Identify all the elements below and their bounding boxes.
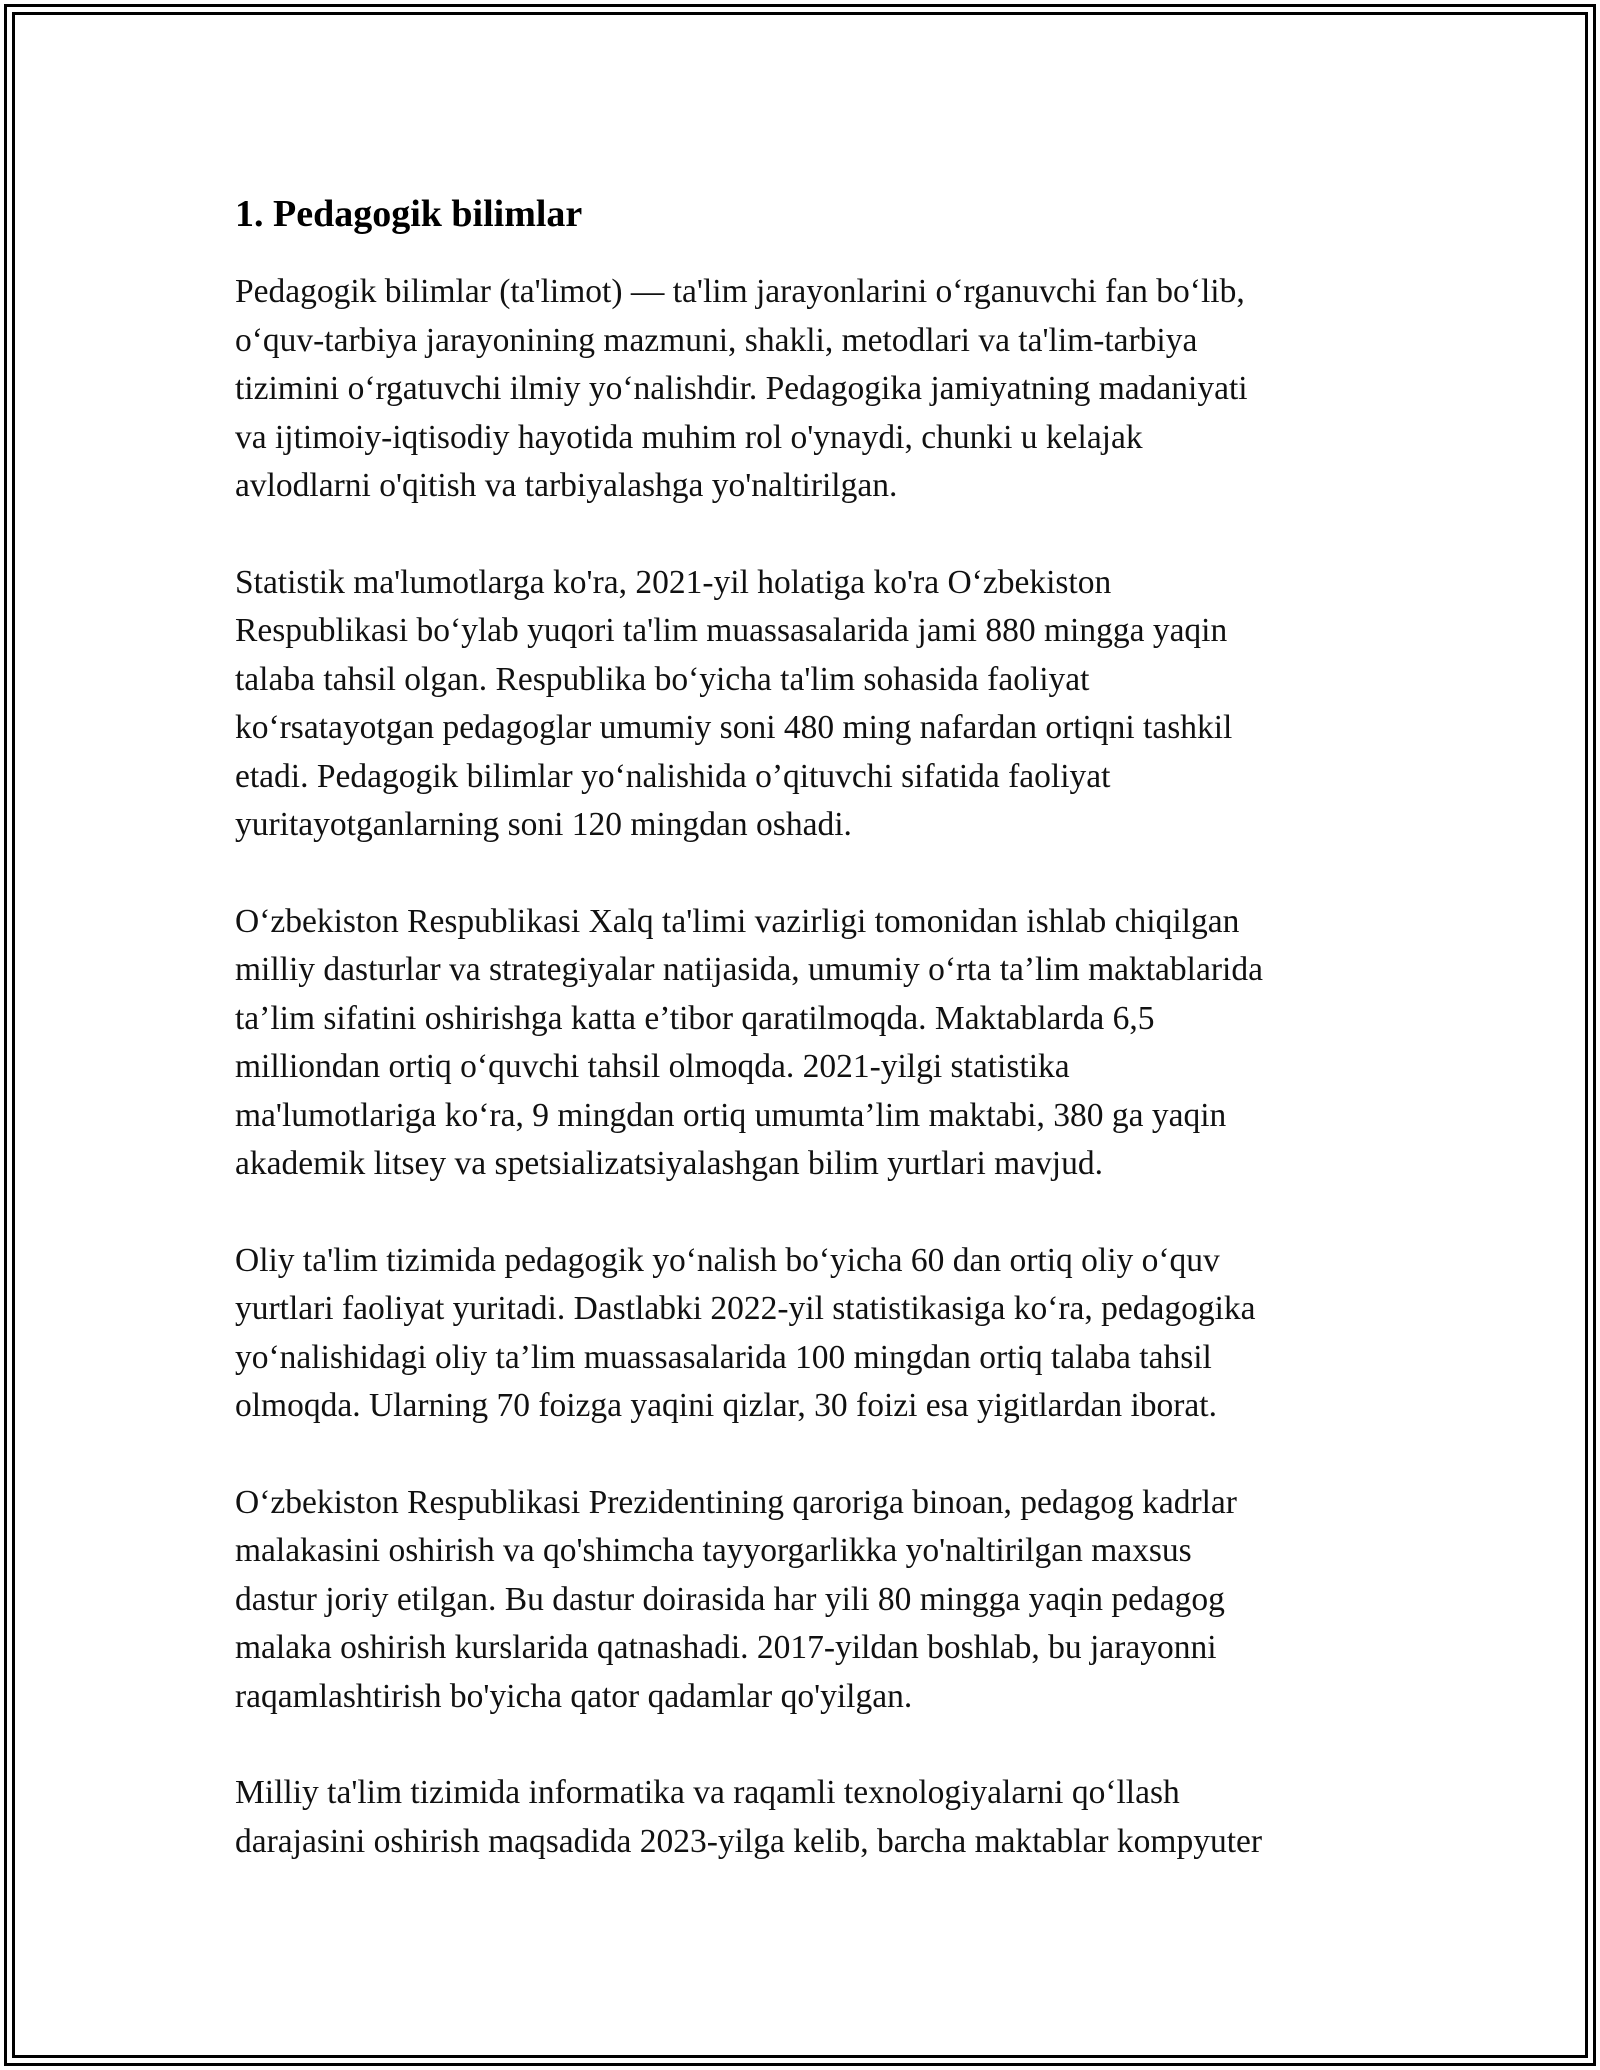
paragraph-statistics-2021 xyxy=(235,559,1385,850)
text-line: yo‘nalishidagi oliy ta’lim muassasalarida 100 mingdan ortiq talaba tahsil xyxy=(235,1338,1212,1376)
text-line: olmoqda. Ularning 70 foizga yaqini qizlar, 30 foizi esa yigitlardan iborat. xyxy=(235,1387,1217,1424)
section-heading: 1. Pedagogik bilimlar xyxy=(235,193,583,235)
paragraph-teacher-training xyxy=(235,1479,1385,1722)
text-line: tizimini o‘rgatuvchi ilmiy yo‘nalishdir. Pedagogika jamiyatning madaniyati xyxy=(235,370,1248,407)
text-line: akademik litsey va spetsializatsiyalashgan bilim yurtlari mavjud. xyxy=(235,1145,1103,1182)
text-line: etadi. Pedagogik bilimlar yo‘nalishida o’qituvchi sifatida faoliyat xyxy=(235,757,1111,795)
text-line: milliondan ortiq o‘quvchi tahsil olmoqda. 2021-yilgi statistika xyxy=(235,1048,1070,1085)
text-line: malaka oshirish kurslarida qatnashadi. 2017-yildan boshlab, bu jarayonni xyxy=(235,1629,1217,1666)
text-line: ko‘rsatayotgan pedagoglar umumiy soni 480 ming nafardan ortiqni tashkil xyxy=(235,709,1233,746)
text-line: yurtlari faoliyat yuritadi. Dastlabki 2022-yil statistikasiga ko‘ra, pedagogika xyxy=(235,1290,1256,1327)
text-line: O‘zbekiston Respublikasi Xalq ta'limi vazirligi tomonidan ishlab chiqilgan xyxy=(235,902,1240,940)
paragraph-public-education xyxy=(235,898,1385,1189)
text-line: o‘quv-tarbiya jarayonining mazmuni, shakli, metodlari va ta'lim-tarbiya xyxy=(235,321,1198,359)
text-line: Respublikasi bo‘ylab yuqori ta'lim muassasalarida jami 880 mingga yaqin xyxy=(235,612,1228,649)
document-body xyxy=(235,186,1385,1914)
text-line: darajasini oshirish maqsadida 2023-yilga kelib, barcha maktablar kompyuter xyxy=(235,1822,1263,1860)
text-line: Oliy ta'lim tizimida pedagogik yo‘nalish bo‘yicha 60 dan ortiq oliy o‘quv xyxy=(235,1241,1220,1279)
text-line: Pedagogik bilimlar (ta'limot) — ta'lim jarayonlarini o‘rganuvchi fan bo‘lib, xyxy=(235,273,1245,310)
paragraph-definition xyxy=(235,268,1385,511)
text-line: milliy dasturlar va strategiyalar natijasida, umumiy o‘rta ta’lim maktablarida xyxy=(235,951,1263,988)
text-line: ta’lim sifatini oshirishga katta e’tibor qaratilmoqda. Maktablarda 6,5 xyxy=(235,999,1155,1037)
text-line: talaba tahsil olgan. Respublika bo‘yicha ta'lim sohasida faoliyat xyxy=(235,660,1090,698)
text-line: va ijtimoiy-iqtisodiy hayotida muhim rol o'ynaydi, chunki u kelajak xyxy=(235,418,1143,456)
paragraph-digital-technology xyxy=(235,1769,1385,1866)
text-line: raqamlashtirish bo'yicha qator qadamlar qo'yilgan. xyxy=(235,1677,913,1715)
text-line: yuritayotganlarning soni 120 mingdan oshadi. xyxy=(235,806,852,843)
text-line: Statistik ma'lumotlarga ko'ra, 2021-yil holatiga ko'ra O‘zbekiston xyxy=(235,563,1112,601)
paragraph-higher-education xyxy=(235,1237,1385,1431)
text-line: ma'lumotlariga ko‘ra, 9 mingdan ortiq umumta’lim maktabi, 380 ga yaqin xyxy=(235,1096,1227,1134)
text-line: avlodlarni o'qitish va tarbiyalashga yo'naltirilgan. xyxy=(235,467,898,504)
text-line: dastur joriy etilgan. Bu dastur doirasida har yili 80 mingga yaqin pedagog xyxy=(235,1580,1225,1618)
text-line: malakasini oshirish va qo'shimcha tayyorgarlikka yo'naltirilgan maxsus xyxy=(235,1532,1192,1569)
text-line: O‘zbekiston Respublikasi Prezidentining qaroriga binoan, pedagog kadrlar xyxy=(235,1483,1237,1521)
text-line: Milliy ta'lim tizimida informatika va raqamli texnologiyalarni qo‘llash xyxy=(235,1774,1180,1811)
